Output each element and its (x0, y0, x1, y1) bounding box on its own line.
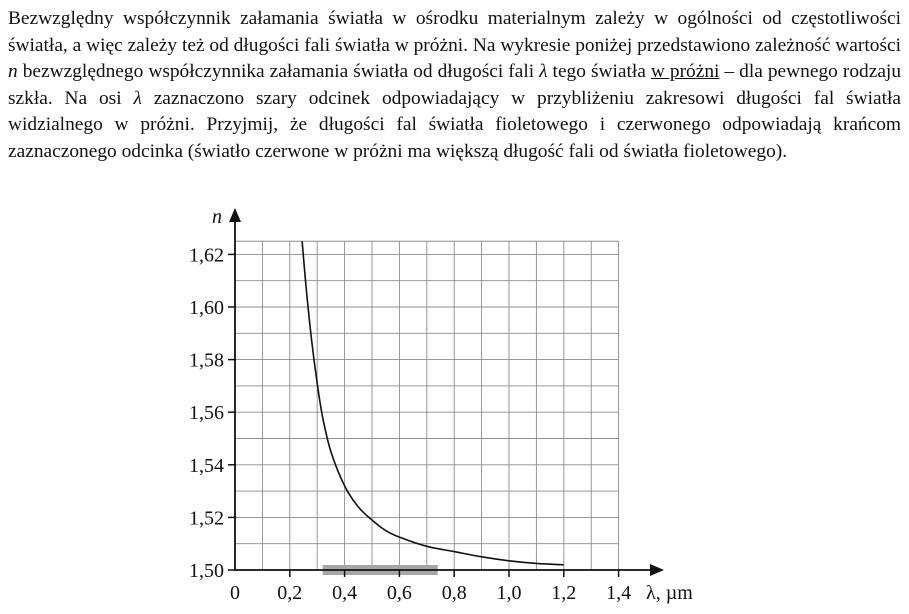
x-tick-label: 0,8 (441, 582, 467, 604)
x-tick-label: 0 (230, 582, 240, 604)
curve (302, 241, 564, 564)
y-tick-label: 1,62 (189, 244, 224, 267)
underlined-phrase: w próżni (650, 61, 720, 83)
text-part-2: bezwzględnego współczynnika załamania światła od długości fali (17, 61, 540, 83)
y-axis-label: n (212, 206, 222, 228)
y-tick-label: 1,54 (189, 454, 224, 477)
y-tick-label: 1,56 (189, 402, 224, 425)
text-part-4: – dla pewnego rodzaju szkła. Na osi (8, 61, 902, 109)
axes (228, 208, 664, 577)
grid (235, 241, 619, 570)
y-tick-label: 1,58 (189, 349, 224, 372)
x-axis-label: λ, µm (646, 582, 693, 604)
x-tick-label: 1,4 (606, 582, 632, 604)
text-part-5: zaznaczono szary odcinek odpowiadający w przybliżeniu zakresowi długości fal światła widzialnego w próżni. Przyjmij, że długości fal światła fioletowego i czerwonego odpowiadają krańcom zaznaczonego odcinka (światło czerwone w próżni ma większą długość fali od światła fioletowego). (8, 87, 901, 162)
y-axis-arrow (229, 208, 241, 222)
x-tick-label: 1,0 (496, 582, 522, 604)
n-symbol: n (8, 61, 18, 83)
tick-labels (189, 206, 693, 604)
x-tick-label: 1,2 (551, 582, 577, 604)
lambda-symbol: λ (133, 87, 142, 109)
text-part-1: Bezwzględny współczynnik załamania światła w ośrodku materialnym zależy w ogólności od częstotliwości światła, a więc zależy też od długości fali światła w próżni. Na wykresie poniżej przedstawiono zależność wartości (8, 8, 901, 56)
x-tick-label: 0,6 (386, 582, 412, 604)
y-tick-label: 1,60 (189, 297, 224, 319)
x-axis-arrow (650, 564, 664, 576)
x-tick-label: 0,2 (277, 582, 303, 604)
text-part-3: tego światła (547, 61, 651, 83)
lambda-symbol: λ (539, 61, 548, 83)
y-tick-label: 1,52 (189, 507, 224, 530)
x-tick-label: 0,4 (332, 582, 358, 604)
y-tick-label: 1,50 (189, 560, 224, 582)
series-line (302, 241, 564, 564)
